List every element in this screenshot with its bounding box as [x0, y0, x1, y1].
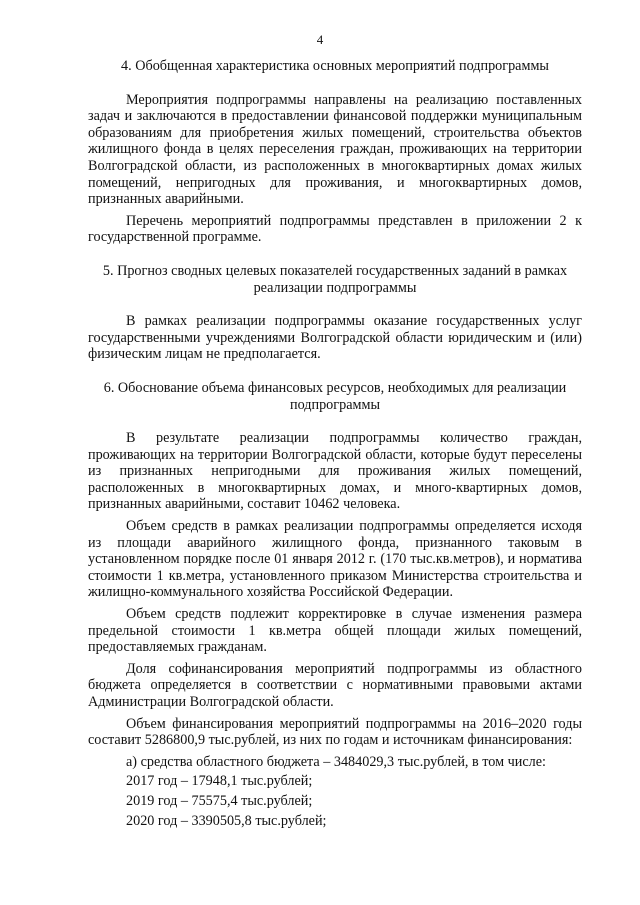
section-4-paragraph-2: Перечень мероприятий подпрограммы представлен в приложении 2 к государственной программе. [88, 212, 582, 246]
funding-list-item: 2019 год – 75575,4 тыс.рублей; [126, 792, 313, 809]
section-6-paragraph-1: В результате реализации подпрограммы количество граждан, проживающих на территории Волгоградской области, которые будут переселены из признанных непригодными для проживания жилых помещений, расположенных в многоквартирных домах, и много-квартирных домов, признанных аварийными, составит 10462 человека. [88, 430, 582, 513]
section-4-paragraph-1: Мероприятия подпрограммы направлены на реализацию поставленных задач и заключаются в предоставлении финансовой поддержки муниципальным образованиям для приобретения жилых помещений, строительства объектов жилищного фонда в целях переселения граждан, проживающих на территории Волгоградской области, из расположенных в многоквартирных домах жилых помещений, непригодных для проживания, и многоквартирных домов, признанных аварийными. [88, 91, 582, 208]
funding-list-item: 2020 год – 3390505,8 тыс.рублей; [126, 812, 327, 829]
section-6-heading: 6. Обоснование объема финансовых ресурсов, необходимых для реализации подпрограммы [103, 379, 567, 413]
section-6-paragraph-5: Объем финансирования мероприятий подпрограммы на 2016–2020 годы составит 5286800,9 тыс.рублей, из них по годам и источникам финансирования: [88, 715, 582, 749]
section-5-paragraph-1: В рамках реализации подпрограммы оказание государственных услуг государственными учреждениями Волгоградской области юридическим и (или) физическим лицам не предполагается. [88, 313, 582, 363]
funding-list-item: 2017 год – 17948,1 тыс.рублей; [126, 773, 313, 790]
section-6-paragraph-4: Доля софинансирования мероприятий подпрограммы из областного бюджета определяется в соответствии с нормативными правовыми актами Администрации Волгоградской области. [88, 660, 582, 710]
document-body [88, 58, 582, 829]
funding-list-item: а) средства областного бюджета – 3484029,3 тыс.рублей, в том числе: [126, 753, 546, 770]
section-6-paragraph-2: Объем средств в рамках реализации подпрограммы определяется исходя из площади аварийного жилищного фонда, признанного таковым в установленном порядке после 01 января 2012 г. (170 тыс.кв.метров), и норматива стоимости 1 кв.метра, установленного приказом Министерства строительства и жилищно-коммунального хозяйства Российской Федерации. [88, 518, 582, 601]
page-number: 4 [316, 32, 324, 47]
section-4-heading: 4. Обобщенная характеристика основных мероприятий подпрограммы [121, 58, 549, 74]
section-6-paragraph-3: Объем средств подлежит корректировке в случае изменения размера предельной стоимости 1 кв.метра общей площади жилых помещений, предоставляемых гражданам. [88, 606, 582, 656]
section-5-heading: 5. Прогноз сводных целевых показателей государственных заданий в рамках реализации подпрограммы [102, 262, 568, 296]
